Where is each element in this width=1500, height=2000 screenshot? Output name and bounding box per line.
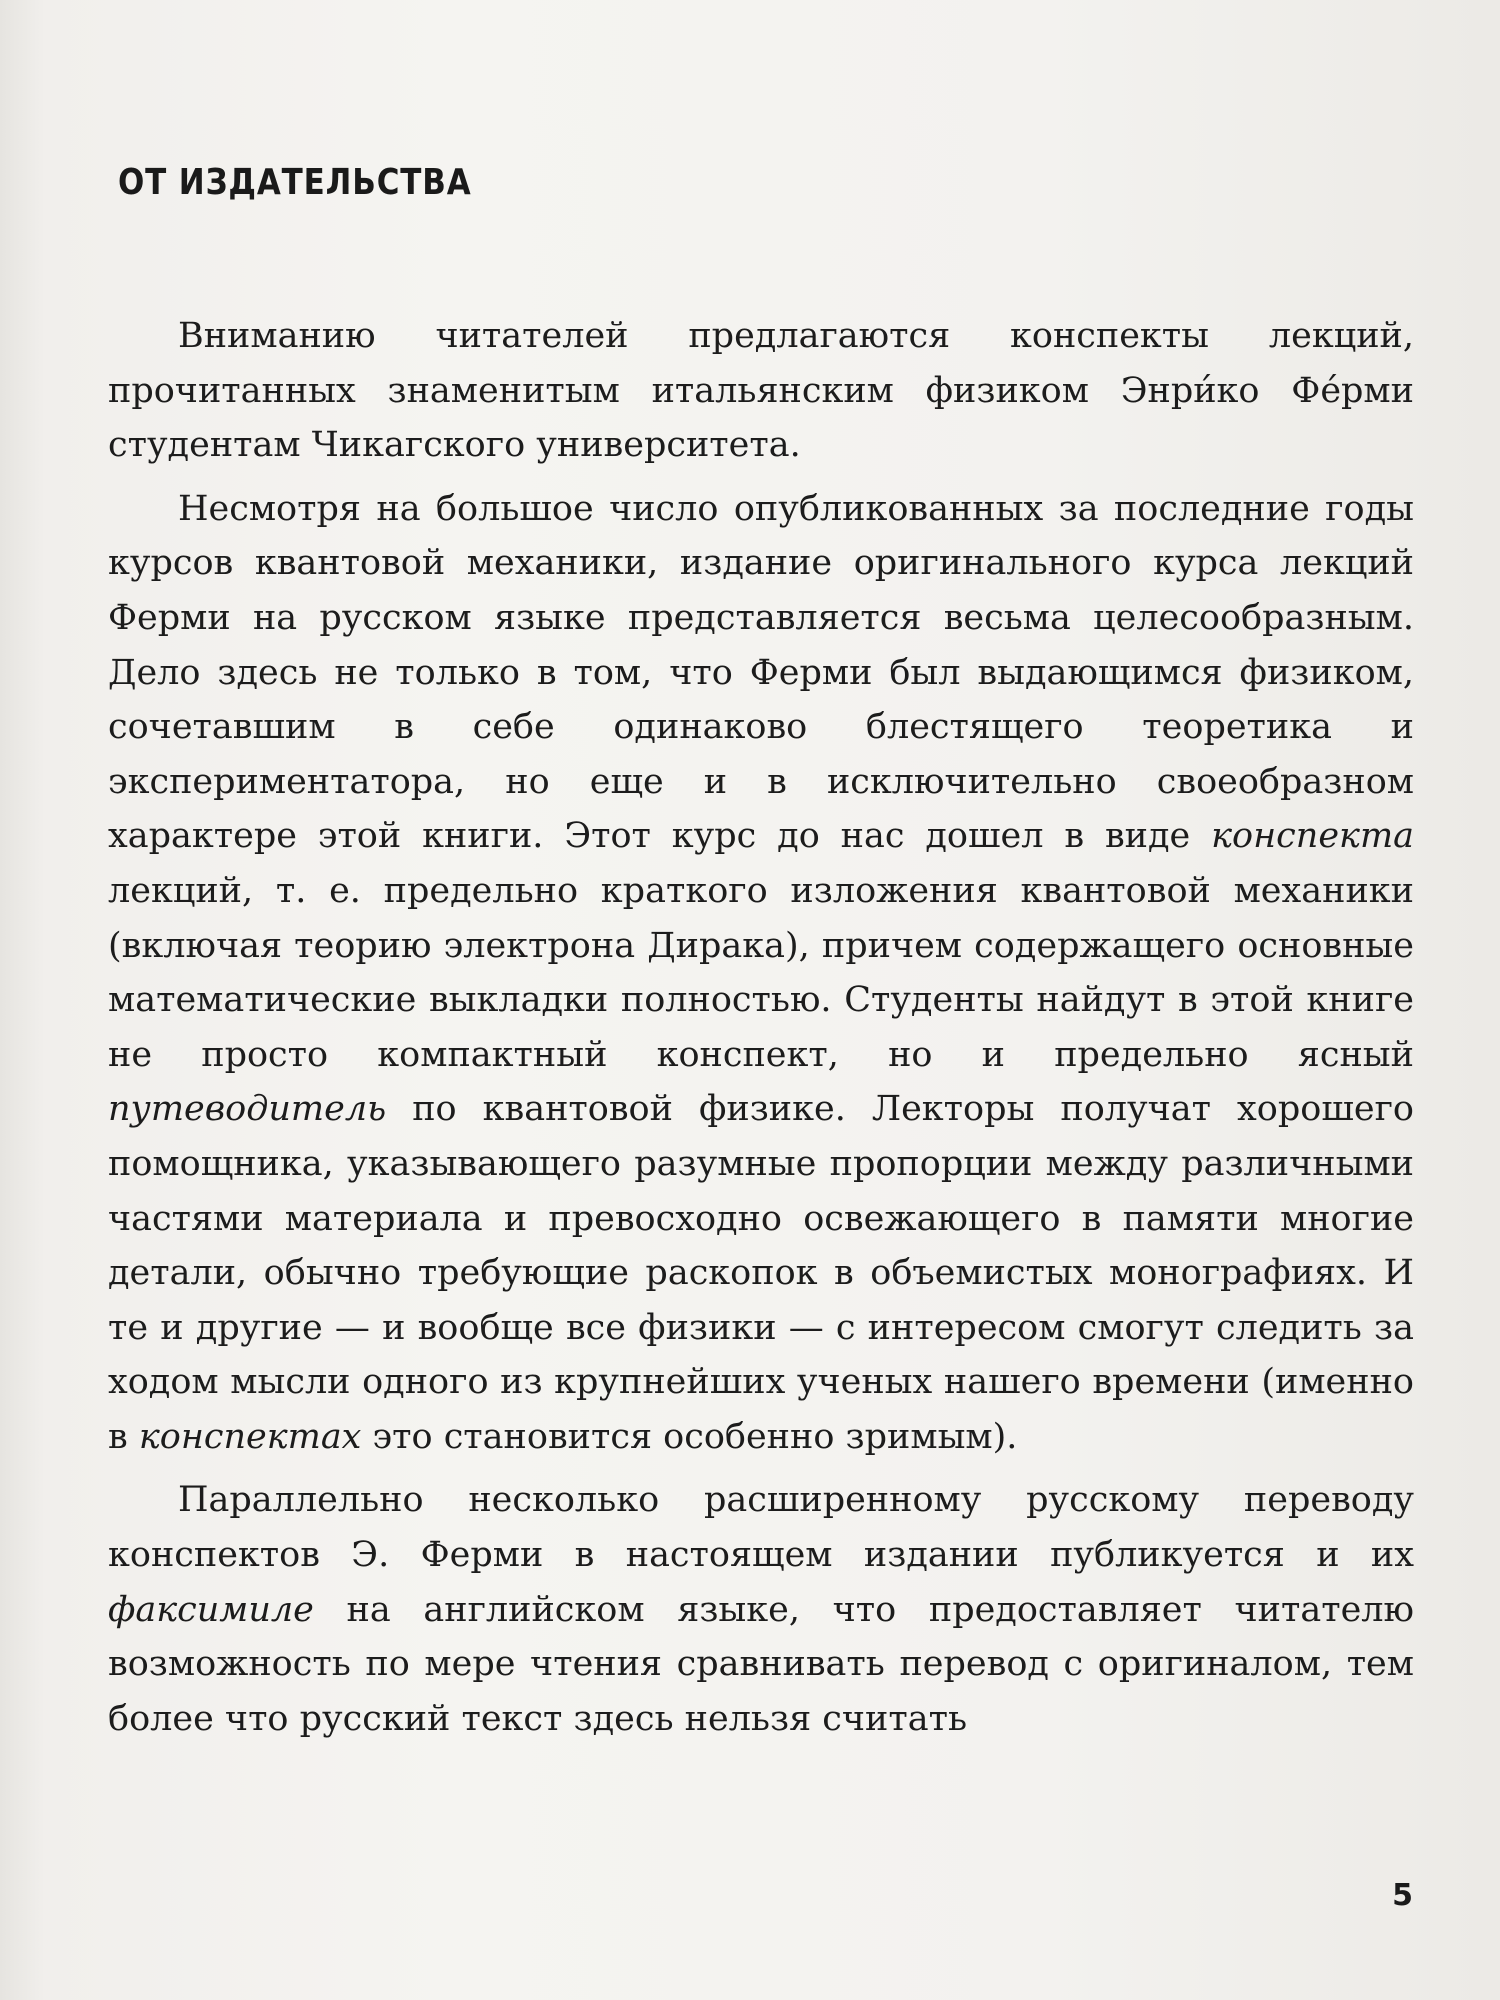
paragraph [108, 309, 1414, 473]
text-run: лекций, т. е. предельно краткого изложения квантовой механики (включая теорию электрона Дирака), причем содержащего основные математические выкладки полностью. Студенты найдут в этой книге не просто компактный конспект, но и предельно ясный [108, 870, 1414, 1075]
page-number: 5 [1392, 1878, 1413, 1913]
text-run: Параллельно несколько расширенному русскому переводу конспектов Э. Ферми в настоящем издании публикуется и их [108, 1480, 1414, 1576]
text-run: Вниманию читателей предлагаются конспекты лекций, прочитанных знаменитым итальянским физиком Энри́ко Фе́рми студентам Чикагского университета. [108, 316, 1414, 466]
text-run: по квантовой физике. Лекторы получат хорошего помощника, указывающего разумные пропорции между различными частями материала и превосходно освежающего в памяти многие детали, обычно требующие раскопок в объемистых монографиях. И те и другие — и вообще все физики — с интересом смогут следить за ходом мысли одного из крупнейших ученых нашего времени (именно в [108, 1089, 1414, 1457]
italic-text: конспектах [138, 1416, 362, 1457]
paragraph [108, 1473, 1414, 1746]
italic-text: конспекта [1211, 816, 1414, 857]
italic-text: путеводитель [108, 1089, 387, 1130]
text-run: на английском языке, что предоставляет читателю возможность по мере чтения сравнивать перевод с оригиналом, тем более что русский текст здесь нельзя считать [108, 1589, 1414, 1739]
section-heading: ОТ ИЗДАТЕЛЬСТВА [118, 162, 472, 203]
body-text [108, 309, 1414, 1746]
text-run: Несмотря на большое число опубликованных за последние годы курсов квантовой механики, издание оригинального курса лекций Ферми на русском языке представляется весьма целесообразным. Дело здесь не только в том, что Ферми был выдающимся физиком, сочетавшим в себе одинаково блестящего теоретика и экспериментатора, но еще и в исключительно своеобразном характере этой книги. Этот курс до нас дошел в виде [108, 488, 1414, 857]
text-run: это становится особенно зримым). [361, 1416, 1018, 1457]
italic-text: факсимиле [108, 1589, 314, 1630]
paragraph [108, 482, 1414, 1465]
